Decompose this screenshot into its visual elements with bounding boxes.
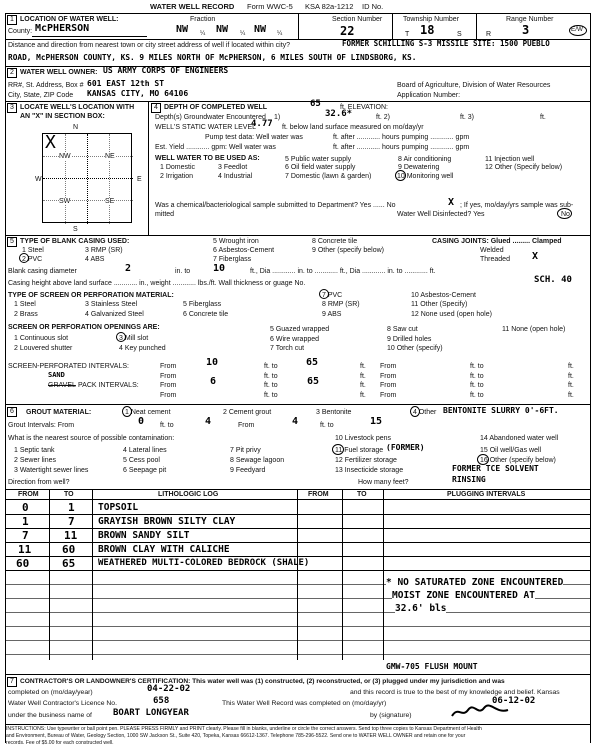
log-note-2: MOIST ZONE ENCOUNTERED AT (392, 590, 535, 601)
fraction-label: Fraction (190, 16, 216, 23)
chem-x: X (448, 197, 455, 208)
joints-threaded: Threaded (480, 256, 510, 263)
screen-intervals-label: SCREEN-PERFORATED INTERVALS: (8, 363, 129, 370)
contam-11-circle (332, 444, 344, 455)
grout-to-label-2: ft. to (320, 422, 334, 429)
gp-to-label: ft. to (264, 382, 278, 389)
range-value: 3 (522, 23, 530, 37)
use-2: 2 Irrigation (160, 173, 194, 180)
gp-ft-2: ft. (360, 392, 366, 399)
gravel-pack-handwritten: SAND (48, 371, 65, 379)
signature-mark (450, 704, 510, 720)
distance-label: Distance and direction from nearest town or city street address of well if located within city? (8, 42, 291, 49)
sp-from-value: 10 (206, 357, 219, 368)
contam-5: 5 Cess pool (123, 457, 160, 464)
contam-11-handwritten: (FORMER) (386, 443, 425, 452)
log-note-3: 32.6' bls (395, 603, 447, 614)
business-name: BOART LONGYEAR (113, 708, 189, 718)
static-value: 4.77 (251, 119, 273, 129)
grout-to-label: ft. to (160, 422, 174, 429)
address-value: 601 EAST 12th ST (87, 79, 165, 88)
contam-9: 9 Feedyard (230, 467, 266, 474)
disinfected-no-circle (557, 208, 572, 219)
contam-2: 2 Sewer lines (14, 457, 57, 464)
gw-ft: ft. (540, 114, 546, 121)
screen-6: 6 Concrete tile (183, 311, 229, 318)
use-3: 3 Feedlot (218, 164, 248, 171)
grout-1: 1 Neat cement (125, 409, 171, 416)
ksa-ref: KSA 82a-1212 (305, 2, 354, 11)
use-8: 8 Air conditioning (398, 156, 452, 163)
section-6-number: 6 (7, 407, 17, 417)
opening-10: 10 Other (specify) (387, 345, 443, 352)
county-label: County: (8, 28, 33, 35)
gp-ft: ft. (360, 382, 366, 389)
city-value: KANSAS CITY, MO 64106 (87, 89, 189, 98)
chem-mitted: mitted (155, 211, 175, 218)
sp-from-label: From (160, 363, 177, 370)
gp-ft-4: ft. (568, 392, 574, 399)
openings-label: SCREEN OR PERFORATION OPENINGS ARE: (8, 324, 160, 331)
instructions-line-3: records. Fee of $5.00 for each constructed well. (6, 740, 114, 746)
contam-15: 15 Oil well/Gas well (480, 447, 542, 454)
compass-n: N (73, 124, 79, 131)
rinsing-value: RINSING (452, 475, 486, 484)
signature-label: by (signature) (370, 712, 412, 719)
sp-to-label-4: ft. to (470, 373, 484, 380)
contam-13: 13 Insecticide storage (335, 467, 404, 474)
township-t: T (405, 31, 410, 38)
county-value: McPHERSON (35, 23, 90, 34)
log-row-to: 7 (68, 515, 75, 528)
gp-from-label-4: From (380, 392, 397, 399)
log-row-to: 65 (62, 557, 76, 570)
form-number: Form WWC-5 (247, 2, 293, 11)
diameter-to-value: 10 (213, 263, 226, 274)
contam-4: 4 Lateral lines (123, 447, 167, 454)
east-west: E/W (571, 26, 583, 33)
log-from-header: FROM (18, 491, 39, 498)
groundwater-value: 32.6* (325, 109, 353, 119)
distance-line-1: FORMER SCHILLING S-3 MISSILE SITE: 1500 PUEBLO (342, 39, 550, 48)
contam-7: 7 Pit privy (230, 447, 261, 454)
section-number-value: 22 (340, 24, 355, 38)
diameter-value: 2 (125, 263, 132, 274)
casing-7: 7 Fiberglass (213, 256, 252, 263)
gp-to-value: 65 (307, 376, 320, 387)
contamination-label: What is the nearest source of possible contamination: (8, 435, 175, 442)
screen-5: 5 Fiberglass (183, 301, 222, 308)
screen-9: 9 ABS (322, 311, 342, 318)
instructions-line-2: and Environment, Bureau of Water, Geology Section, 1000 SW Jackson St., Suite 420, Topeka, Kansas 66612-1367. Telephone 785-296-5522. Send one to WATER WELL OWNER and retain one for your (6, 733, 466, 739)
log-row-desc: TOPSOIL (98, 502, 139, 513)
use-10-circle (395, 170, 406, 181)
log-row-from: 0 (22, 501, 29, 514)
how-many-feet-label: How many feet? (358, 479, 409, 486)
disinfected-no: No (561, 211, 570, 218)
log-row-from: 11 (18, 543, 32, 556)
screen-material-label: TYPE OF SCREEN OR PERFORATION MATERIAL: (8, 292, 174, 299)
application-label: Application Number: (397, 92, 461, 99)
use-11: 11 Injection well (485, 156, 535, 163)
compass-w: W (35, 176, 42, 183)
completed-rest: and this record is true to the best of my knowledge and belief. Kansas (350, 689, 560, 696)
section-1-number: 1 (7, 15, 17, 25)
grout-4: 4 Other (413, 409, 437, 416)
log-note-1: * NO SATURATED ZONE ENCOUNTERED (386, 577, 564, 588)
casing-5: 5 Wrought iron (213, 238, 259, 245)
grout-intervals-label: Grout Intervals: From (8, 422, 75, 429)
casing-label: TYPE OF BLANK CASING USED: (20, 238, 130, 245)
range-r: R (486, 31, 492, 38)
casing-6: 6 Asbestos-Cement (213, 247, 275, 254)
contam-16: 16 Other (specify below) (480, 457, 556, 464)
grout-from-label-2: From (238, 422, 255, 429)
casing-2: 2 PVC (22, 256, 43, 263)
township-value: 18 (420, 23, 435, 37)
form-title: WATER WELL RECORD (150, 2, 235, 11)
gp-to-label-2: ft. to (264, 392, 278, 399)
screen-8: 8 RMP (SR) (322, 301, 360, 308)
location-x-mark: X (45, 132, 56, 153)
section-5-number: 5 (7, 237, 17, 247)
contam-12: 12 Fertilizer storage (335, 457, 397, 464)
use-9: 9 Dewatering (398, 164, 440, 171)
certification-label: CONTRACTOR'S OR LANDOWNER'S CERTIFICATION: This water well was (1) constructed, (2) reconstructed, or (3) plugged under my jurisdiction and was (20, 678, 505, 685)
use-7: 7 Domestic (lawn & garden) (285, 173, 372, 180)
city-label: City, State, ZIP Code (8, 92, 74, 99)
fraction-q1: NW (176, 24, 189, 35)
opening-11: 11 None (open hole) (502, 326, 566, 333)
log-to-header: TO (64, 491, 74, 498)
sp-to-label-3: ft. to (470, 363, 484, 370)
log-row-desc: BROWN CLAY WITH CALICHE (98, 544, 230, 555)
gravel-struck: GRAVEL (48, 382, 76, 389)
screen-11: 11 Other (Specify) (411, 301, 468, 308)
gp-from-value: 6 (210, 376, 217, 387)
business-label: under the business name of (8, 712, 92, 719)
instructions-line-1: INSTRUCTIONS: Use typewriter or ball point pen. PLEASE PRESS FIRMLY and PRINT clearly. Please fill in blanks, underline or circle the correct answers. Send top three copies to Kansas Department of Health (6, 726, 482, 732)
section-2-number: 2 (7, 68, 17, 78)
est-yield-label: Est. Yield ............ gpm: Well water was (155, 144, 276, 151)
locate-label: LOCATE WELL'S LOCATION WITH (20, 104, 135, 111)
gp-ft-3: ft. (568, 382, 574, 389)
opening-5: 5 Guazed wrapped (270, 326, 330, 333)
use-label: WELL WATER TO BE USED AS: (155, 155, 260, 162)
grout-label: GROUT MATERIAL: (26, 409, 92, 416)
quarter-mark: ¼ (277, 30, 283, 37)
licence-label: Water Well Contractor's Licence No. (8, 700, 117, 707)
pump-test-rest: ft. after ............ hours pumping ............ gpm (333, 134, 470, 141)
depth-label: DEPTH OF COMPLETED WELL (164, 104, 268, 111)
quadrant-sw: SW (59, 198, 71, 205)
contam-14: 14 Abandoned water well (480, 435, 559, 442)
gw-2-label: ft. 2) (376, 114, 391, 121)
id-label: ID No. (362, 2, 384, 11)
record-completed-label: This Water Well Record was completed on (mo/day/yr) (222, 700, 387, 707)
owner-value: US ARMY CORPS OF ENGINEERS (103, 66, 229, 75)
gw-1-label: 1) (274, 114, 281, 121)
opening-6: 6 Wire wrapped (270, 336, 320, 343)
board-label: Board of Agriculture, Division of Water Resources (397, 82, 551, 89)
use-5: 5 Public water supply (285, 156, 352, 163)
log-row-desc: GRAYISH BROWN SILTY CLAY (98, 516, 236, 527)
licence-number: 658 (153, 696, 170, 706)
gw-3-label: ft. 3) (460, 114, 475, 121)
joints-label: CASING JOINTS: Glued ......... Clamped (432, 238, 562, 245)
opening-1: 1 Continuous slot (14, 335, 69, 342)
disinfected-label: Water Well Disinfected? Yes (397, 211, 485, 218)
quadrant-ne: NE (105, 153, 115, 160)
sp-ft-4: ft. (568, 373, 574, 380)
log-row-to: 11 (64, 529, 78, 542)
casing-2-circle (19, 253, 29, 263)
chem-label: Was a chemical/bacteriological sample submitted to Department? Yes ...... No (155, 202, 396, 209)
screen-4: 4 Galvanized Steel (85, 311, 144, 318)
log-row-to: 1 (68, 501, 75, 514)
contam-6: 6 Seepage pit (123, 467, 167, 474)
diameter-label: Blank casing diameter (8, 268, 77, 275)
sp-from-label-4: From (380, 373, 397, 380)
joints-threaded-x: X (532, 251, 539, 262)
compass-e: E (137, 176, 142, 183)
opening-4: 4 Key punched (119, 345, 166, 352)
completed-label: completed on (mo/day/year) (8, 689, 93, 696)
casing-1: 1 Steel (22, 247, 44, 254)
grout-from-2: 4 (292, 416, 299, 427)
opening-7: 7 Torch cut (270, 345, 305, 352)
grout-to-1: 4 (205, 416, 212, 427)
groundwater-label: Depth(s) Groundwater Encountered (155, 114, 266, 121)
quadrant-nw: NW (59, 153, 71, 160)
section-7-number: 7 (7, 677, 17, 687)
gp-to-label-4: ft. to (470, 392, 484, 399)
log-row-desc: BROWN SANDY SILT (98, 530, 190, 541)
log-row-from: 1 (22, 515, 29, 528)
address-label: RR#, St. Address, Box # (8, 82, 84, 89)
screen-7-circle (319, 289, 329, 299)
log-row-from: 60 (16, 557, 30, 570)
sp-ft: ft. (360, 363, 366, 370)
grout-2: 2 Cement grout (223, 409, 272, 416)
quarter-mark: ¼ (240, 30, 246, 37)
pump-test-label: Pump test data: Well water was (205, 134, 303, 141)
screen-1: 1 Steel (14, 301, 36, 308)
opening-3-circle (116, 332, 126, 342)
sp-ft-2: ft. (360, 373, 366, 380)
sp-to-value: 65 (306, 357, 319, 368)
owner-label: WATER WELL OWNER: (20, 69, 98, 76)
screen-3: 3 Stainless Steel (85, 301, 138, 308)
opening-8: 8 Saw cut (387, 326, 418, 333)
log-row-to: 60 (62, 543, 76, 556)
screen-2: 2 Brass (14, 311, 38, 318)
section-number-label: Section Number (332, 16, 383, 23)
grout-from-1: 0 (138, 416, 145, 427)
sp-to-label-2: ft. to (264, 373, 278, 380)
grout-4-circle (410, 406, 420, 417)
completed-date: 04-22-02 (147, 684, 191, 694)
use-6: 6 Oil field water supply (285, 164, 356, 171)
use-12: 12 Other (Specify below) (485, 164, 563, 171)
casing-4: 4 ABS (85, 256, 105, 263)
gauge-value: SCH. 40 (534, 275, 572, 285)
log-from2-header: FROM (308, 491, 329, 498)
township-s: S (457, 31, 462, 38)
locate-label-2: AN "X" IN SECTION BOX: (20, 113, 105, 120)
joints-welded: Welded (480, 247, 504, 254)
section-4-number: 4 (151, 103, 161, 113)
section-3-number: 3 (7, 103, 17, 113)
compass-s: S (73, 226, 78, 233)
sp-from-label-2: From (160, 373, 177, 380)
contam-10: 10 Livestock pens (335, 435, 392, 442)
log-row-desc: WEATHERED MULTI-COLORED BEDROCK (SHALE) (98, 558, 310, 568)
opening-9: 9 Drilled holes (387, 336, 432, 343)
casing-9: 9 Other (specify below) (312, 247, 384, 254)
use-10: 10 Monitoring well (397, 173, 454, 180)
use-4: 4 Industrial (218, 173, 253, 180)
grout-1-circle (122, 406, 132, 417)
sp-to-label: ft. to (264, 363, 278, 370)
quadrant-se: SE (105, 198, 115, 205)
quarter-mark: ¼ (200, 30, 206, 37)
use-1: 1 Domestic (160, 164, 196, 171)
fraction-q2: NW (216, 24, 229, 35)
sp-from-label-3: From (380, 363, 397, 370)
log-row-from: 7 (22, 529, 29, 542)
depth-value: 65 (310, 99, 321, 109)
screen-10: 10 Asbestos-Cement (411, 292, 476, 299)
elevation-label: ft. ELEVATION: (340, 104, 388, 111)
opening-2: 2 Louvered shutter (14, 345, 73, 352)
static-rest: ft. below land surface measured on mo/day/yr (282, 124, 424, 131)
gp-to-label-3: ft. to (470, 382, 484, 389)
fraction-q3: NW (254, 24, 267, 35)
location-label: LOCATION OF WATER WELL: (20, 16, 119, 23)
gp-from-label-3: From (380, 382, 397, 389)
township-label: Township Number (403, 16, 460, 23)
contam-1: 1 Septic tank (14, 447, 55, 454)
diameter-rest: ft., Dia ............ in. to ............ ft., Dia ............ in. to ............ ft. (250, 268, 436, 275)
casing-8: 8 Concrete tile (312, 238, 358, 245)
sp-ft-3: ft. (568, 363, 574, 370)
diameter-in-to: in. to (175, 268, 191, 275)
opening-3: 3 Mill slot (119, 335, 149, 342)
grout-to-2: 15 (370, 416, 383, 427)
chem-rest: ; If yes, mo/day/yrs sample was sub- (460, 202, 574, 209)
screen-12: 12 None used (open hole) (411, 311, 492, 318)
grout-other-value: BENTONITE SLURRY 0'-6FT. (443, 406, 559, 415)
contam-8: 8 Sewage lagoon (230, 457, 285, 464)
contam-11: 11 Fuel storage (335, 447, 384, 454)
est-yield-rest: ft. after ............ hours pumping ............ gpm (333, 144, 470, 151)
section-box (42, 133, 132, 223)
screen-7: 7 PVC (322, 292, 343, 299)
casing-height-label: Casing height above land surface ............ in., weight ............ lbs./ft. Wall thickness or guage No. (8, 280, 306, 287)
grout-3: 3 Bentonite (316, 409, 352, 416)
contam-3: 3 Watertight sewer lines (14, 467, 89, 474)
log-lithologic-header: LITHOLOGIC LOG (158, 491, 219, 498)
range-label: Range Number (506, 16, 554, 23)
record-completed-date: 06-12-02 (492, 696, 536, 706)
gp-from-label: From (160, 382, 177, 389)
log-to2-header: TO (357, 491, 367, 498)
static-label: WELL'S STATIC WATER LEVEL (155, 124, 257, 131)
distance-line-2: ROAD, McPHERSON COUNTY, KS. 9 MILES NORTH OF McPHERSON, 6 MILES SOUTH OF LINDSBORG, KS. (8, 53, 417, 62)
direction-label: Direction from well? (8, 479, 70, 486)
gp-from-label-2: From (160, 392, 177, 399)
log-plugging-header: PLUGGING INTERVALS (447, 491, 526, 498)
contam-other-value: FORMER TCE SOLVENT (452, 464, 539, 473)
pack-intervals-label: PACK INTERVALS: (78, 382, 139, 389)
casing-3: 3 RMP (SR) (85, 247, 123, 254)
log-flush-mount: GMW-705 FLUSH MOUNT (386, 662, 478, 671)
